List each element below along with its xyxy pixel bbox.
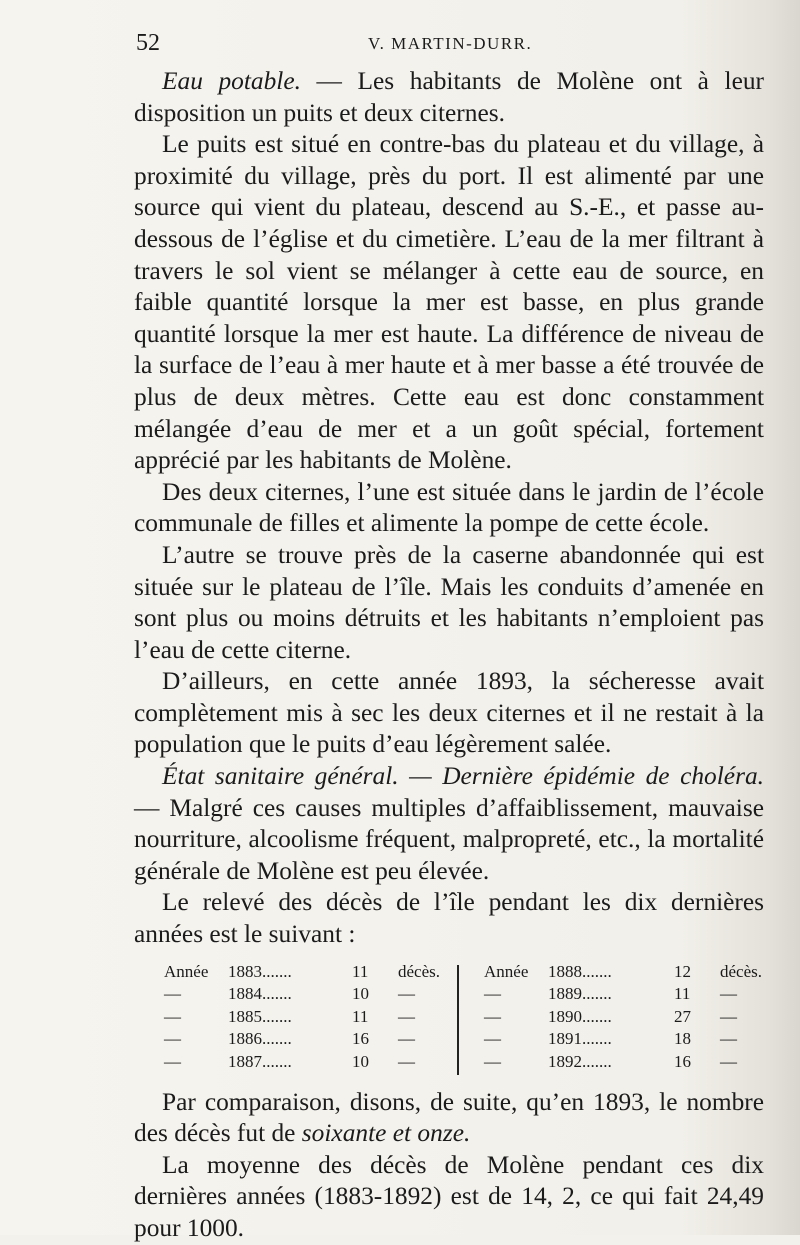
table-row	[164, 983, 444, 1006]
row-label: —	[484, 1029, 501, 1049]
row-label: —	[164, 984, 181, 1004]
row-year: 1891.......	[548, 1029, 612, 1049]
row-year: 1883.......	[228, 961, 292, 981]
row-unit: —	[720, 1006, 737, 1026]
paragraph-releve: Le relevé des décès de l’île pendant les dix dernières années est le suivant :	[134, 888, 764, 949]
row-count: 27	[674, 1006, 691, 1026]
row-label: —	[484, 1051, 501, 1071]
row-unit: décès.	[398, 961, 441, 981]
paragraph-comparaison	[134, 1087, 764, 1150]
row-count: 16	[674, 1051, 691, 1071]
page-body	[134, 66, 764, 1245]
row-unit: décès.	[720, 961, 763, 981]
paragraph-autre-citerne: L’autre se trouve près de la caserne abandonnée qui est située sur le plateau de l’île. Mais les conduits d’amenée en sont plus ou moins détruits et les habitants n’emploient pas l’eau de cette citerne.	[134, 540, 764, 664]
row-unit: —	[720, 1029, 737, 1049]
row-label: —	[164, 1029, 181, 1049]
row-unit: —	[398, 984, 415, 1004]
row-label: —	[484, 984, 501, 1004]
row-year: 1892.......	[548, 1051, 612, 1071]
row-count: 18	[674, 1029, 691, 1049]
row-year: 1888.......	[548, 961, 612, 981]
table-row	[484, 961, 764, 984]
row-count: 11	[352, 1006, 369, 1026]
table-row	[164, 961, 444, 984]
italic-soixante-et-onze: soixante et onze.	[301, 1119, 471, 1148]
row-unit: —	[398, 1006, 415, 1026]
paragraph-eau-potable	[134, 66, 764, 129]
page-header	[136, 30, 776, 60]
paragraph-text: — Malgré ces causes multiples d’affaiblissement, mauvaise nourriture, alcoolisme fréquent, malpropreté, etc., la mortalité générale de Molène est peu élevée.	[134, 793, 764, 885]
paragraph-moyenne: La moyenne des décès de Molène pendant ces dix dernières années (1883-1892) est de 14, 2, ce qui fait 24,49 pour 1000.	[134, 1150, 764, 1242]
row-unit: —	[720, 1051, 737, 1071]
row-count: 11	[674, 984, 691, 1004]
table-row	[164, 1051, 444, 1074]
table-row	[484, 1028, 764, 1051]
section-heading-etat-sanitaire: État sanitaire général. — Dernière épidémie de choléra.	[162, 762, 764, 791]
row-count: 11	[352, 961, 369, 981]
paragraph-puits: Le puits est situé en contre-bas du plateau et du village, à proximité du village, près du port. Il est alimenté par une source qui vient du plateau, descend au S.-E., et passe au-dessous de l’église et du cimetière. L’eau de la mer filtrant à travers le sol vient se mélanger à cette eau de source, en faible quantité lorsque la mer est basse, en plus grande quantité lorsque la mer est haute. La différence de niveau de la surface de l’eau à mer haute et à mer basse a été trouvée de plus de deux mètres. Cette eau est donc constamment mélangée d’eau de mer et a un goût spécial, fortement apprécié par les habitants de Molène.	[134, 130, 764, 475]
paragraph-etat-sanitaire	[134, 761, 764, 887]
table-divider	[457, 965, 459, 1075]
paragraph-secheresse: D’ailleurs, en cette année 1893, la sécheresse avait complètement mis à sec les deux citernes et il ne restait à la population que le puits d’eau légèrement salée.	[134, 667, 764, 759]
row-label: —	[484, 1006, 501, 1026]
table-row	[484, 1006, 764, 1029]
page-number: 52	[136, 30, 160, 56]
row-count: 16	[352, 1029, 369, 1049]
row-year: 1885.......	[228, 1006, 292, 1026]
row-label: Année	[164, 961, 209, 981]
deaths-table-right-column	[484, 961, 764, 1074]
row-year: 1886.......	[228, 1029, 292, 1049]
paragraph-text: Par comparaison, disons, de suite, qu’en 1893, le nombre des décès fut de	[134, 1087, 764, 1148]
table-row	[484, 983, 764, 1006]
row-year: 1889.......	[548, 984, 612, 1004]
row-label: —	[164, 1006, 181, 1026]
table-row	[484, 1051, 764, 1074]
row-count: 10	[352, 1051, 369, 1071]
row-count: 12	[674, 961, 691, 981]
row-unit: —	[720, 984, 737, 1004]
row-year: 1884.......	[228, 984, 292, 1004]
table-row	[164, 1028, 444, 1051]
row-unit: —	[398, 1029, 415, 1049]
deaths-table-left-column	[164, 961, 444, 1074]
paragraph-text: — Les habitants de Molène ont à leur disposition un puits et deux citernes.	[134, 67, 764, 127]
row-count: 10	[352, 984, 369, 1004]
section-heading-eau-potable: Eau potable.	[162, 67, 301, 95]
paragraph-citernes: Des deux citernes, l’une est située dans le jardin de l’école communale de filles et alimente la pompe de cette école.	[134, 477, 764, 538]
row-label: Année	[484, 961, 529, 981]
row-year: 1890.......	[548, 1006, 612, 1026]
row-unit: —	[398, 1051, 415, 1071]
running-head: V. MARTIN-DURR.	[368, 34, 533, 53]
row-label: —	[164, 1051, 181, 1071]
table-row	[164, 1006, 444, 1029]
row-year: 1887.......	[228, 1051, 292, 1071]
deaths-table	[134, 961, 764, 1079]
